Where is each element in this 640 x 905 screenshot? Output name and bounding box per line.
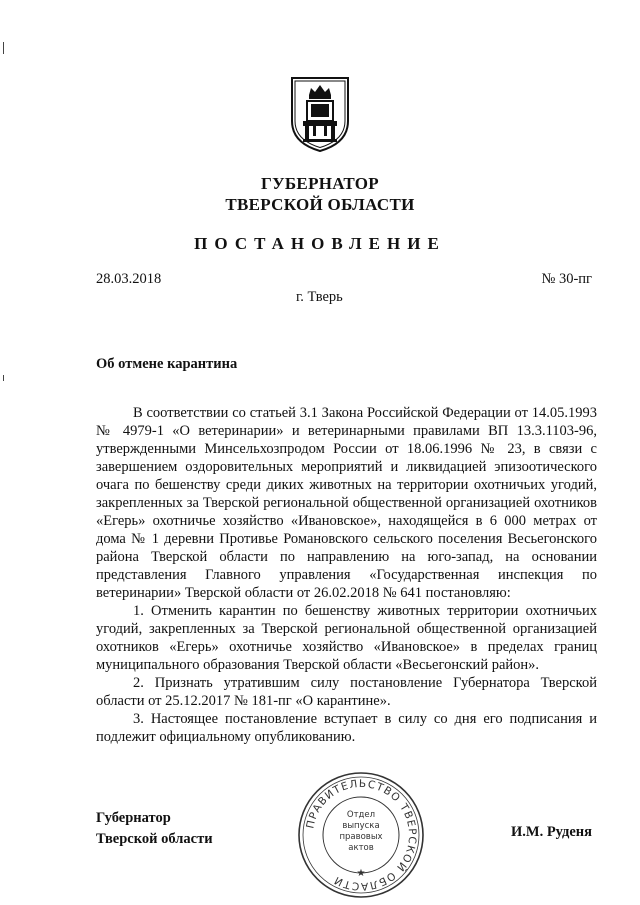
body-paragraph: В соответствии со статьей 3.1 Закона Российской Федерации от 14.05.1993 № 4979-1 «О ветеринарии» и ветеринарными правилами ВП 13.3.1103-96, утвержденными Минсельхозпродом России от 18.06.1996 № 23, в связи с завершением оздоровительных мероприятий и ликвидацией эпизоотического очага по бешенству среди диких животных на территории охотничьих угодий, закрепленных за Тверской региональной общественной организацией охотников «Егерь» охотничье хозяйство «Ивановское», находящейся в 6 000 метрах от дома № 1 деревни Противье Романовского сельского поселения Весьегонского района Тверской области по направлению на юго-запад, на основании представления Главного управления «Государственная инспекция по ветеринарии» Тверской области от 26.02.2018 № 641 постановляю: — [96, 405, 597, 601]
body-paragraph: 2. Признать утратившим силу постановление Губернатора Тверской области от 25.12.2017 № 181-пг «О карантине». — [96, 675, 597, 709]
decree-date: 28.03.2018 — [96, 271, 162, 287]
signature-position — [96, 808, 213, 850]
official-stamp — [296, 770, 426, 900]
decree-type: ПОСТАНОВЛЕНИЕ — [194, 234, 446, 253]
coat-of-arms-emblem — [289, 75, 351, 153]
body-paragraph: 3. Настоящее постановление вступает в силу со дня его подписания и подлежит официальному опубликованию. — [96, 711, 597, 745]
signature-position-line1: Губернатор — [96, 810, 171, 826]
document-title-line2: ТВЕРСКОЙ ОБЛАСТИ — [225, 195, 415, 214]
decree-city: г. Тверь — [296, 289, 343, 305]
signature-position-line2: Тверской области — [96, 831, 213, 847]
decree-number: № 30-пг — [541, 271, 592, 287]
decree-body — [96, 404, 597, 746]
decree-subject: Об отмене карантина — [96, 356, 238, 372]
stamp-inner-line3: правовых — [339, 832, 383, 842]
stamp-star-icon: ★ — [356, 868, 366, 879]
document-title-line1: ГУБЕРНАТОР — [261, 174, 379, 193]
stamp-inner-line4: актов — [348, 843, 374, 853]
stamp-inner-line1: Отдел — [346, 810, 376, 820]
stamp-ring-text: ПРАВИТЕЛЬСТВО ТВЕРСКОЙ ОБЛАСТИ — [304, 777, 419, 893]
signatory-name: И.М. Руденя — [510, 824, 592, 840]
stamp-inner-line2: выпуска — [342, 821, 380, 831]
scan-margin-mark — [3, 375, 4, 381]
body-paragraph: 1. Отменить карантин по бешенству животных территории охотничьих угодий, закрепленных за Тверской региональной общественной организацией охотников «Егерь» охотничье хозяйство «Ивановское» в пределах границ муниципального образования Тверской области «Весьегонский район». — [96, 603, 597, 673]
scan-margin-mark — [3, 42, 4, 54]
